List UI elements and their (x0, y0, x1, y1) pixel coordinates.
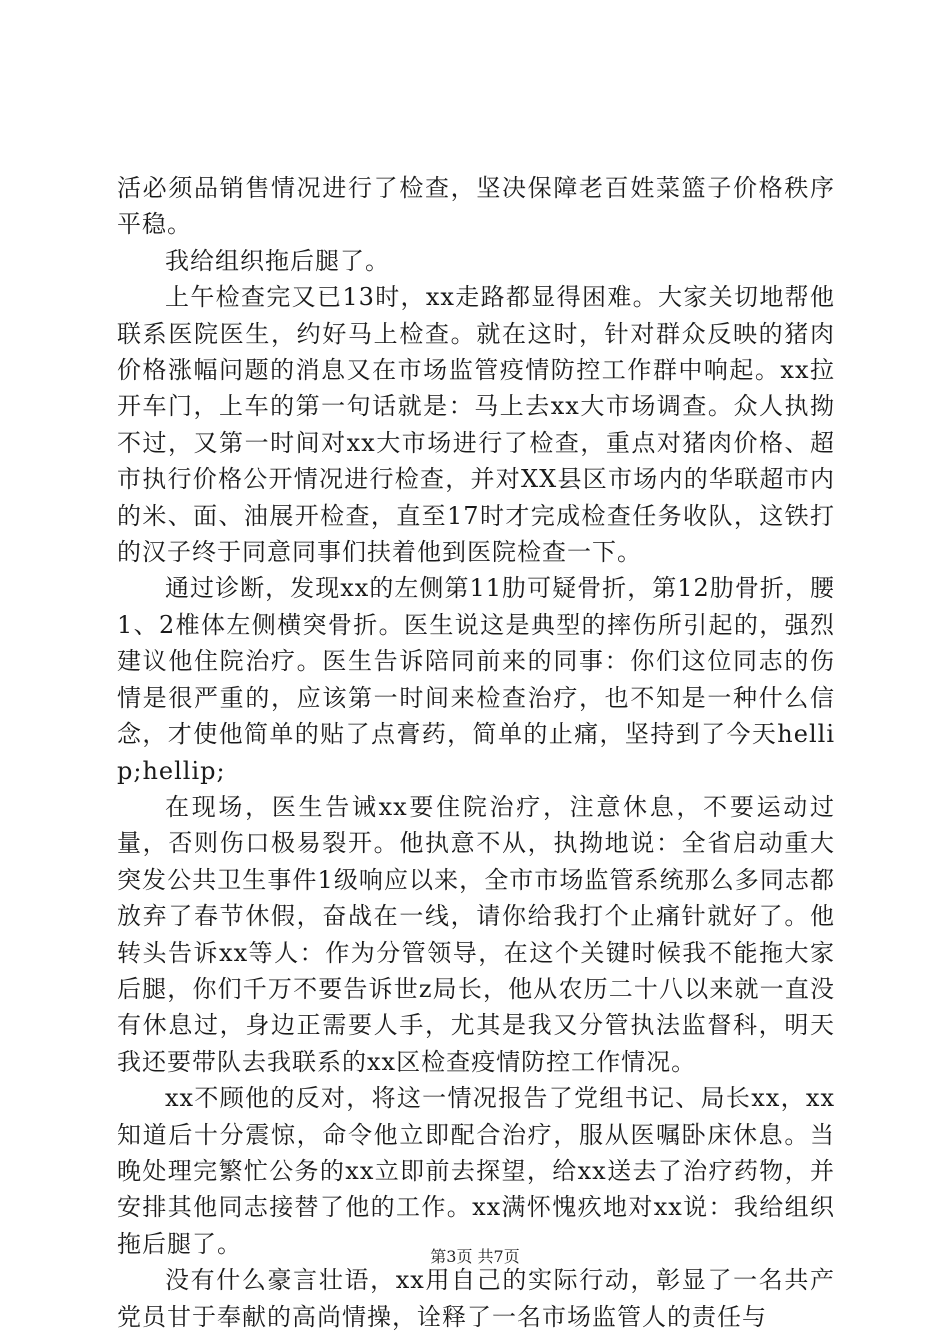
document-body (117, 170, 835, 1335)
page-number-footer: 第3页 共7页 (430, 1247, 520, 1266)
paragraph-continued: 活必须品销售情况进行了检查，坚决保障老百姓菜篮子价格秩序平稳。 (117, 174, 835, 239)
paragraph-report: xx不顾他的反对，将这一情况报告了党组书记、局长xx，xx知道后十分震惊，命令他立即配合治疗，服从医嘱卧床休息。当晚处理完繁忙公务的xx立即前去探望，给xx送去了治疗药物，并安排其他同志接替了他的工作。xx满怀愧疚地对xx说：我给组织拖后腿了。 (117, 1084, 835, 1258)
paragraph-diagnosis: 通过诊断，发现xx的左侧第11肋可疑骨折，第12肋骨折，腰1、2椎体左侧横突骨折。医生说这是典型的摔伤所引起的，强烈建议他住院治疗。医生告诉陪同前来的同事：你们这位同志的伤情是很严重的，应该第一时间来检查治疗，也不知是一种什么信念，才使他简单的贴了点膏药，简单的止痛，坚持到了今天hellip;hellip; (117, 574, 835, 785)
paragraph-inspection: 上午检查完又已13时，xx走路都显得困难。大家关切地帮他联系医院医生，约好马上检查。就在这时，针对群众反映的猪肉价格涨幅问题的消息又在市场监管疫情防控工作群中响起。xx拉开车门，上车的第一句话就是：马上去xx大市场调查。众人执拗不过，又第一时间对xx大市场进行了检查，重点对猪肉价格、超市执行价格公开情况进行检查，并对XX县区市场内的华联超市内的米、面、油展开检查，直至17时才完成检查任务收队，这铁打的汉子终于同意同事们扶着他到医院检查一下。 (117, 283, 835, 567)
paragraph-refusal: 在现场，医生告诫xx要住院治疗，注意休息，不要运动过量，否则伤口极易裂开。他执意不从，执拗地说：全省启动重大突发公共卫生事件1级响应以来，全市市场监管系统那么多同志都放弃了春节休假，奋战在一线，请你给我打个止痛针就好了。他转头告诉xx等人：作为分管领导，在这个关键时候我不能拖大家后腿，你们千万不要告诉世z局长，他从农历二十八以来就一直没有休息过，身边正需要人手，尤其是我又分管执法监督科，明天我还要带队去我联系的xx区检查疫情防控工作情况。 (117, 792, 835, 1076)
paragraph-conclusion: 没有什么豪言壮语，xx用自己的实际行动，彰显了一名共产党员甘于奉献的高尚情操，诠释了一名市场监管人的责任与 (117, 1266, 835, 1331)
paragraph-subheading: 我给组织拖后腿了。 (165, 246, 390, 275)
